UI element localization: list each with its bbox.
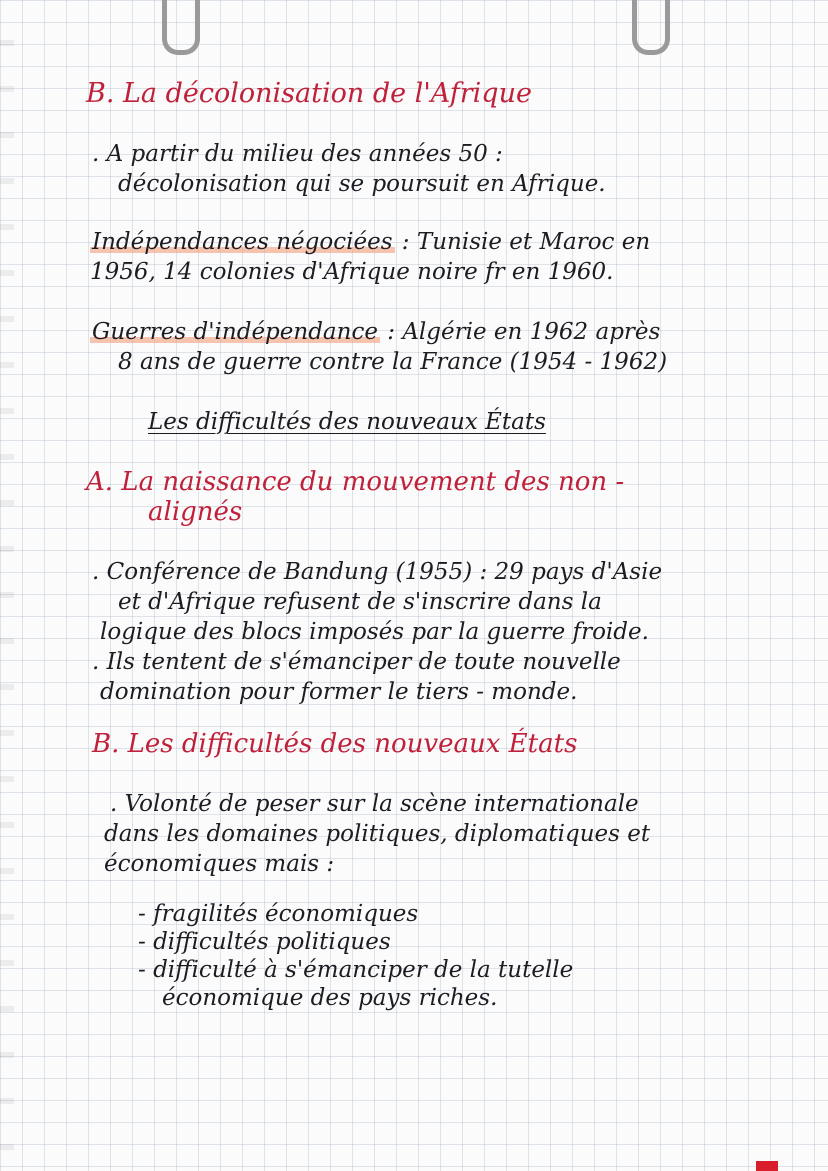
list-item: - difficultés politiques	[138, 929, 391, 955]
text-line: dans les domaines politiques, diplomatiques et	[104, 821, 651, 847]
text-span: : Algérie en 1962 après	[379, 319, 661, 345]
text-line: . Ils tentent de s'émanciper de toute nouvelle	[92, 649, 621, 675]
list-item-continuation: économique des pays riches.	[162, 985, 498, 1011]
text-line: . A partir du milieu des années 50 :	[92, 141, 503, 167]
text-line: décolonisation qui se poursuit en Afrique.	[118, 171, 606, 197]
list-item: - difficulté à s'émanciper de la tutelle	[138, 957, 574, 983]
highlight-guerres-independance: Guerres d'indépendance	[92, 319, 378, 345]
text-line: logique des blocs imposés par la guerre froide.	[100, 619, 649, 645]
text-line: 1956, 14 colonies d'Afrique noire fr en 1960.	[90, 259, 614, 285]
text-line: et d'Afrique refusent de s'inscrire dans la	[118, 589, 602, 615]
heading-non-alignes-line2: alignés	[148, 497, 243, 527]
text-line	[90, 228, 650, 256]
heading-non-alignes-line1: A. La naissance du mouvement des non -	[86, 467, 625, 497]
text-line: domination pour former le tiers - monde.	[100, 679, 578, 705]
text-line	[90, 318, 660, 346]
binder-holes	[0, 0, 14, 1171]
binder-ring-right	[632, 0, 670, 55]
text-line: . Volonté de peser sur la scène internationale	[110, 791, 639, 817]
text-line: . Conférence de Bandung (1955) : 29 pays d'Asie	[92, 559, 663, 585]
heading-difficultes: B. Les difficultés des nouveaux États	[92, 729, 578, 759]
text-line: économiques mais :	[104, 851, 335, 877]
highlight-independances-negociees: Indépendances négociées	[92, 229, 393, 255]
list-item: - fragilités économiques	[138, 901, 419, 927]
subtitle-nouveaux-etats: Les difficultés des nouveaux États	[148, 409, 546, 435]
binder-ring-left	[162, 0, 200, 55]
text-line: 8 ans de guerre contre la France (1954 - 1962)	[118, 349, 668, 375]
red-corner-mark	[756, 1161, 778, 1171]
heading-decolonisation: B. La décolonisation de l'Afrique	[86, 78, 532, 109]
text-span: : Tunisie et Maroc en	[394, 229, 651, 255]
